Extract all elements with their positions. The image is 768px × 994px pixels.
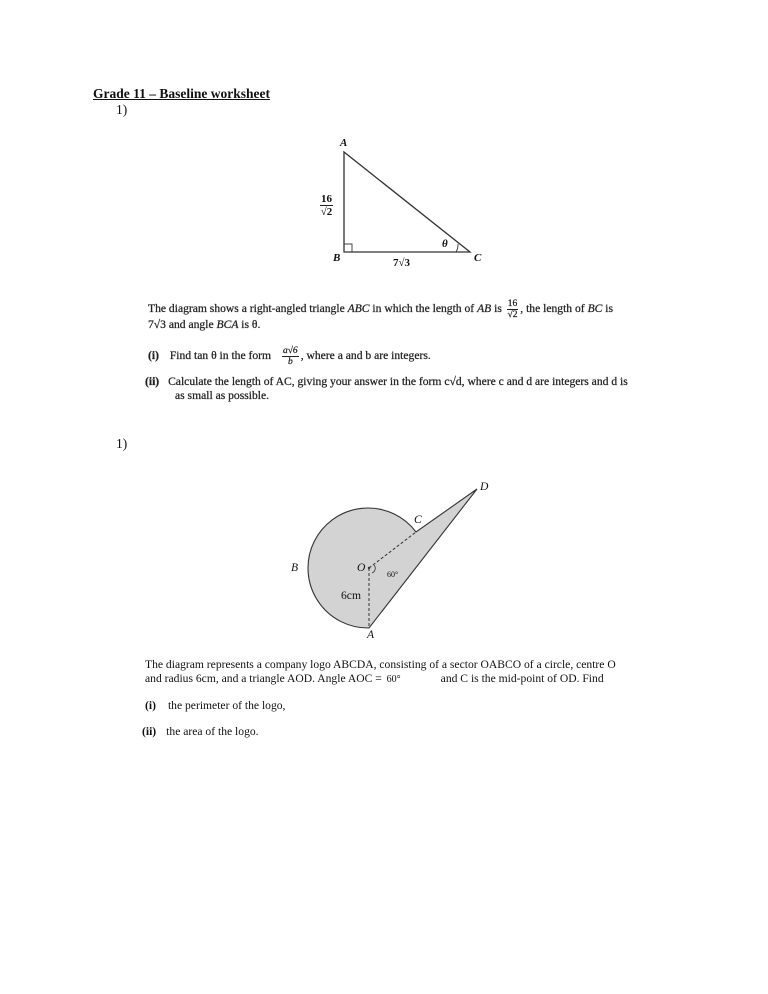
text: Calculate the length of AC, giving your answer in the form c√d, where c and d are integers and d is (168, 375, 628, 388)
text: 7√3 and angle (148, 318, 217, 331)
side-ab-den: √2 (320, 206, 333, 218)
question-1-intro-line1 (148, 299, 613, 320)
vertex-c-label: C (474, 252, 482, 264)
text: in which the length of (369, 302, 478, 316)
worksheet-title: Grade 11 – Baseline worksheet (93, 86, 270, 101)
angle-theta-label: θ (442, 238, 448, 250)
part-label: (i) (148, 349, 159, 363)
question-2-intro-line2 (145, 672, 604, 685)
logo-label-c: C (414, 513, 422, 526)
question-number: 1) (116, 436, 128, 451)
part-label: (i) (145, 699, 156, 712)
angle-label: 60° (387, 570, 399, 579)
question-1-intro-line2 (148, 318, 260, 332)
part-label: (ii) (145, 375, 160, 388)
logo-label-o: O (357, 561, 366, 574)
question-1-part-i (148, 346, 431, 367)
fraction-num: a√6 (282, 346, 298, 356)
fraction-den: √2 (507, 310, 518, 320)
text: BC (587, 302, 603, 316)
angle-value: 60° (386, 674, 401, 685)
right-angle-mark (344, 244, 352, 252)
logo-diagram (308, 489, 477, 628)
logo-shape (308, 489, 477, 628)
question-1-part-ii-line2: as small as possible. (175, 389, 270, 402)
angle-theta-arc (456, 244, 458, 252)
text: The diagram shows a right-angled triangle (148, 302, 348, 316)
question-number: 1) (116, 102, 128, 117)
part-label: (ii) (142, 725, 157, 738)
text: is (491, 302, 505, 316)
question-2-part-i (145, 699, 285, 712)
side-ab-num: 16 (321, 193, 332, 205)
vertex-b-label: B (333, 252, 341, 264)
text: is (602, 302, 614, 316)
side-bc-label: 7√3 (393, 257, 411, 269)
text: is θ. (238, 318, 261, 331)
text: Find tan θ in the form (169, 349, 272, 363)
text: AB (477, 302, 492, 316)
triangle-abc (344, 152, 470, 252)
text: , the length of (520, 302, 588, 316)
text: the perimeter of the logo, (167, 699, 286, 712)
logo-label-b: B (291, 561, 299, 574)
text: the area of the logo. (166, 725, 259, 738)
radius-label: 6cm (341, 589, 361, 602)
logo-label-a: A (367, 628, 375, 641)
centre-point (368, 567, 370, 569)
question-2-part-ii (142, 725, 259, 738)
vertex-a-label: A (340, 137, 348, 149)
text: ABC (347, 302, 370, 316)
text: and radius 6cm, and a triangle AOD. Angle AOC = (145, 672, 385, 685)
text: BCA (216, 318, 239, 331)
logo-label-d: D (480, 480, 489, 493)
question-2-intro-line1: The diagram represents a company logo ABCDA, consisting of a sector OABCO of a circle, centre O (145, 658, 616, 671)
text: and C is the mid-point of OD. Find (440, 672, 604, 685)
question-1-part-ii (145, 375, 628, 389)
side-ab-label (318, 193, 335, 218)
fraction-num: 16 (507, 299, 518, 309)
text: , where a and b are integers. (300, 349, 431, 363)
fraction-den: b (287, 357, 293, 367)
